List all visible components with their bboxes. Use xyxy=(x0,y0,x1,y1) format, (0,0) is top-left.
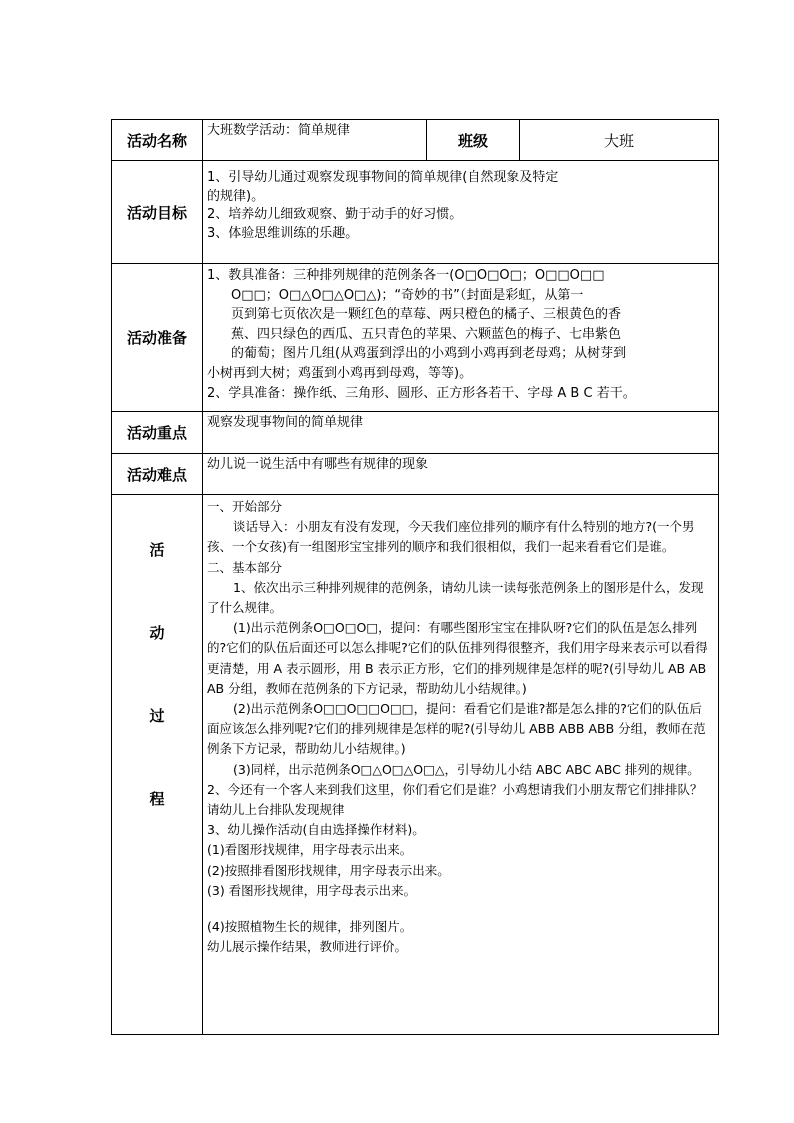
goals-label: 活动目标 xyxy=(112,161,203,264)
goal-line: 2、培养幼儿细致观察、勤于动手的好习惯。 xyxy=(207,207,463,223)
prep-row xyxy=(112,264,719,412)
process-paragraph: (4)按照植物生长的规律，排列图片。 xyxy=(207,919,413,935)
process-paragraph: 幼儿展示操作结果，教师进行评价。 xyxy=(207,939,408,955)
goal-line: 1、引导幼儿通过观察发现事物间的简单规律(自然现象及特定 xyxy=(207,170,559,185)
goal-line: 3、体验思维训练的乐趣。 xyxy=(207,225,359,241)
process-label-char: 动 xyxy=(149,624,165,642)
process-label-char: 活 xyxy=(149,541,165,559)
process-paragraph: 3、幼儿操作活动(自由选择操作材料)。 xyxy=(207,822,425,838)
process-paragraph xyxy=(207,901,714,917)
goals-row xyxy=(112,161,719,264)
activity-name-label: 活动名称 xyxy=(112,120,203,161)
prep-line: 2、学具准备：操作纸、三角形、圆形、正方形各若干、字母 A B C 若干。 xyxy=(207,385,636,401)
process-paragraph: 二、基本部分 xyxy=(207,559,283,575)
process-paragraph: (1)看图形找规律，用字母表示出来。 xyxy=(207,842,413,858)
difficulty-label: 活动难点 xyxy=(112,454,203,495)
class-value: 大班 xyxy=(520,120,719,161)
process-label-char: 程 xyxy=(149,790,165,808)
prep-line: O□□；O□△O□△O□△)；“奇妙的书”（封面是彩虹，从第一 xyxy=(231,287,584,303)
process-label xyxy=(112,495,203,1035)
process-lines xyxy=(207,497,714,957)
prep-line: 1、教具准备：三种排列规律的范例条各一(O□O□O□；O□□O□□ xyxy=(207,268,605,283)
process-paragraph: (3) 看图形找规律，用字母表示出来。 xyxy=(207,882,417,898)
process-paragraph: 1、依次出示三种排列规律的范例条，请幼儿读一读每张范例条上的图形是什么，发现了什么规律。 xyxy=(207,579,704,616)
name-row xyxy=(112,120,719,161)
focus-label: 活动重点 xyxy=(112,412,203,454)
focus-row xyxy=(112,412,719,454)
process-paragraph: (2)按照排看图形找规律，用字母表示出来。 xyxy=(207,862,450,878)
activity-name-value: 大班数学活动：简单规律 xyxy=(203,120,427,161)
prep-content xyxy=(203,264,719,412)
prep-line: 小树再到大树；鸡蛋到小鸡再到母鸡，等等)。 xyxy=(207,365,473,381)
difficulty-row xyxy=(112,454,719,495)
goals-content xyxy=(203,161,719,264)
process-paragraph: 谈话导入：小朋友有没有发现，今天我们座位排列的顺序有什么特别的地方?(一个男孩、一个女孩)有一组图形宝宝排列的顺序和我们很相似，我们一起来看看它们是谁。 xyxy=(207,519,695,555)
lesson-plan-table xyxy=(111,119,719,1035)
process-paragraph: (3)同样，出示范例条O□△O□△O□△，引导幼儿小结 ABC ABC ABC 排列的规律。 xyxy=(233,761,700,777)
process-label-char: 过 xyxy=(149,707,165,725)
prep-line: 蕉、四只绿色的西瓜、五只青色的苹果、六颗蓝色的梅子、七串紫色 xyxy=(231,326,622,342)
process-paragraph: 2、今还有一个客人来到我们这里，你们看它们是谁？小鸡想请我们小朋友帮它们排排队？请幼儿上台排队发现规律 xyxy=(207,781,703,818)
prep-label: 活动准备 xyxy=(112,264,203,412)
process-paragraph: (2)出示范例条O□□O□□O□□，提问：看看它们是谁?都是怎么排的?它们的队伍后面应该怎么排列呢?它们的排列规律是怎样的呢?(引导幼儿 ABB ABB ABB 分组，教师在范例条下方记录，帮助幼儿小结规律。) xyxy=(207,701,706,757)
process-content xyxy=(203,495,719,1035)
difficulty-content: 幼儿说一说生活中有哪些有规律的现象 xyxy=(203,454,719,495)
focus-content: 观察发现事物间的简单规律 xyxy=(203,412,719,454)
class-label: 班级 xyxy=(427,120,520,161)
prep-line: 页到第七页依次是一颗红色的草莓、两只橙色的橘子、三根黄色的香 xyxy=(231,307,622,323)
goal-line: 的规律)。 xyxy=(207,188,265,204)
process-paragraph: (1)出示范例条O□O□O□，提问：有哪些图形宝宝在排队呀?它们的队伍是怎么排列的?它们的队伍后面还可以怎么排呢?它们的队伍排列得很整齐，我们用字母来表示可以看得更清楚，用 A 表示圆形，用 B 表示正方形，它们的排列规律是怎样的呢?(引导幼儿 AB AB AB 分组，教师在范例条的下方记录，帮助幼儿小结规律。) xyxy=(207,620,708,696)
prep-line: 的葡萄；图片几组(从鸡蛋到浮出的小鸡到小鸡再到老母鸡；从树芽到 xyxy=(231,346,627,362)
process-paragraph: 一、开始部分 xyxy=(207,499,283,514)
process-row xyxy=(112,495,719,1035)
